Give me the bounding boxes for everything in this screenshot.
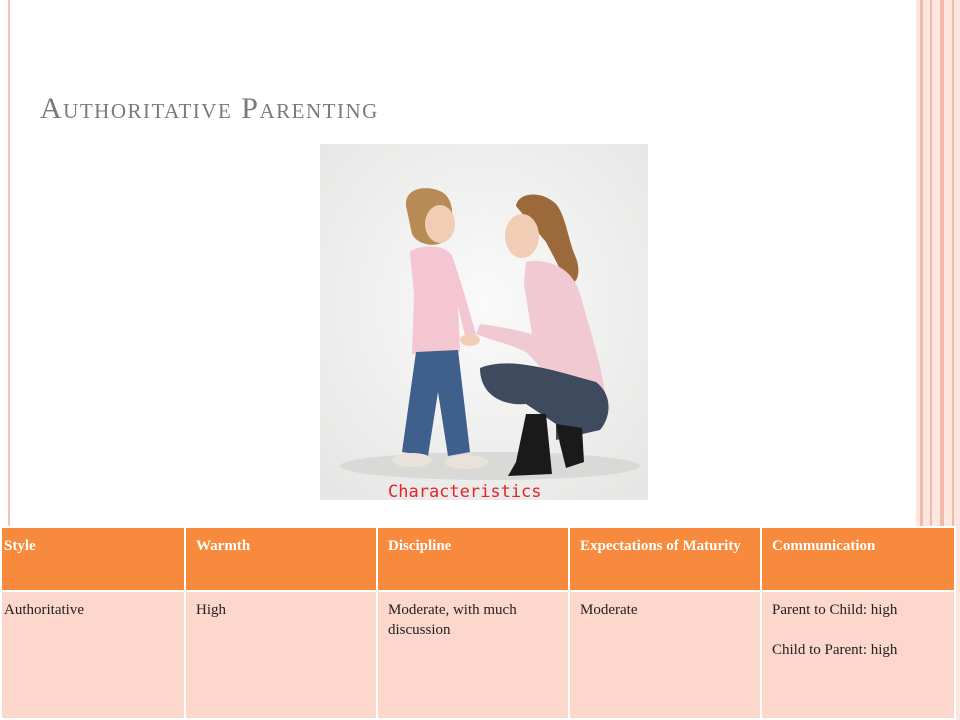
cell-expectations: Moderate (569, 591, 761, 719)
cell-communication (761, 591, 955, 719)
communication-parent-to-child: Parent to Child: high (772, 602, 898, 618)
cell-discipline: Moderate, with much discussion (377, 591, 569, 719)
header-expectations: Expectations of Maturity (569, 527, 761, 591)
table-row (1, 591, 955, 719)
characteristics-caption: Characteristics (388, 482, 542, 502)
table-header-row (1, 527, 955, 591)
slide-title: Authoritative Parenting (40, 92, 379, 125)
characteristics-table (0, 526, 956, 720)
cell-style: Authoritative (1, 591, 185, 719)
mother-daughter-photo (320, 144, 648, 500)
cell-warmth: High (185, 591, 377, 719)
communication-child-to-parent: Child to Parent: high (772, 642, 898, 658)
header-style: Style (1, 527, 185, 591)
header-warmth: Warmth (185, 527, 377, 591)
header-discipline: Discipline (377, 527, 569, 591)
header-communication: Communication (761, 527, 955, 591)
